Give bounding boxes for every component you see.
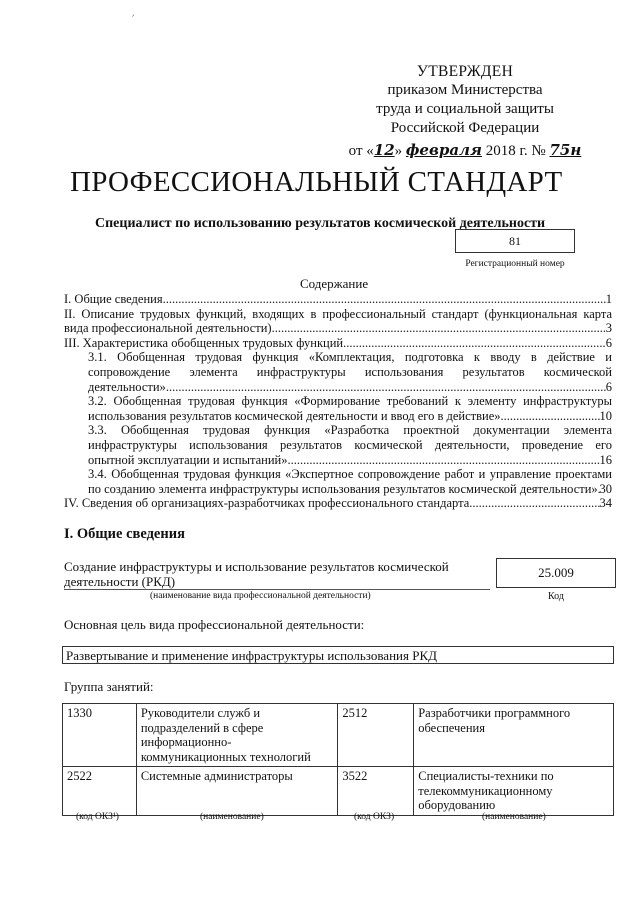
toc-leader-dots [287, 453, 599, 468]
order-line [330, 141, 600, 161]
contents-heading: Содержание [300, 276, 369, 291]
toc-entry-line [88, 453, 612, 468]
okz-code: 2522 [63, 767, 137, 816]
toc-entry-line [64, 496, 612, 511]
approval-block [330, 62, 600, 161]
okz-code: 1330 [63, 704, 137, 767]
toc-entry-line [64, 292, 612, 307]
approval-line: Российской Федерации [390, 120, 540, 136]
table-caption: (код ОКЗ¹) [76, 812, 119, 822]
toc-leader-dots [469, 496, 599, 511]
toc-item [64, 292, 612, 307]
occupation-name: Руководители служб и подразделений в сфере информационно-коммуникационных технологий [136, 704, 338, 767]
toc-item [64, 350, 612, 394]
toc-leader-dots [343, 336, 606, 351]
toc-item-title: деятельности» [88, 379, 166, 394]
order-mid: » [394, 143, 403, 159]
toc-item-title: использования результатов космической деятельности и ввод его в действие» [88, 408, 501, 423]
toc-page-number: 6 [605, 335, 612, 350]
registration-label: Регистрационный номер [465, 259, 565, 269]
toc-item [64, 307, 612, 336]
standard-subtitle: Специалист по использованию результатов космической деятельности [95, 216, 546, 231]
toc-page-number: 6 [605, 379, 612, 394]
toc-entry-line [64, 336, 612, 351]
order-day: 12 [373, 141, 395, 159]
toc-item-title: III. Характеристика обобщенных трудовых функций [64, 335, 344, 350]
table-of-contents [64, 292, 612, 511]
occupation-group-label: Группа занятий: [64, 679, 154, 694]
occupation-name: Разработчики программного обеспечения [414, 704, 614, 767]
okz-code: 3522 [338, 767, 414, 816]
toc-item-text: 3.2. Обобщенная трудовая функция «Формирование требований к элементу инфраструктуры [88, 394, 612, 409]
toc-item-text: 3.1. Обобщенная трудовая функция «Комплектация, подготовка к вводу в действие и сопровождение элемента инфраструктуры использования результатов космической [88, 350, 612, 379]
toc-item-text: II. Описание трудовых функций, входящих в профессиональный стандарт (функциональная карта [64, 306, 612, 321]
approval-line: труда и социальной защиты [376, 101, 554, 117]
toc-entry-line [88, 482, 612, 497]
activity-caption: (наименование вида профессиональной деятельности) [150, 591, 371, 601]
toc-item [64, 394, 612, 423]
toc-page-number: 1 [605, 292, 612, 306]
order-number: 75н [549, 141, 582, 159]
toc-item-text: 3.4. Обобщенная трудовая функция «Экспертное сопровождение работ и управление проектами [88, 467, 612, 482]
table-row [63, 704, 614, 767]
toc-page-number: 34 [599, 496, 612, 511]
toc-item-text: 3.3. Обобщенная трудовая функция «Разработка проектной документации элемента инфраструктуры использования результатов космической деятельности, проведение его [88, 423, 612, 452]
page-title: ПРОФЕССИОНАЛЬНЫЙ СТАНДАРТ [70, 166, 563, 198]
scan-mark: ׳ [132, 12, 135, 23]
toc-leader-dots [501, 409, 600, 424]
toc-item-title: по созданию элемента инфраструктуры использования результатов космической деятельности» [88, 481, 598, 496]
table-caption: (код ОКЗ) [354, 812, 395, 822]
toc-page-number: 10 [599, 408, 612, 423]
order-prefix: от « [348, 143, 374, 159]
section-heading: I. Общие сведения [64, 526, 185, 542]
registration-number-box: 81 [455, 229, 575, 253]
toc-item-title: опытной эксплуатации и испытаний» [88, 452, 288, 467]
occupation-name: Специалисты-техники по телекоммуникационному оборудованию [414, 767, 614, 816]
toc-item-title: IV. Сведения об организациях-разработчиках профессионального стандарта [64, 496, 470, 511]
toc-item [64, 423, 612, 467]
toc-page-number: 16 [599, 452, 612, 467]
approval-line: приказом Министерства [387, 82, 543, 98]
toc-leader-dots [166, 380, 606, 395]
order-month: февраля [405, 141, 482, 159]
toc-leader-dots [272, 321, 606, 336]
table-caption: (наименование) [200, 812, 264, 822]
table-caption: (наименование) [482, 812, 546, 822]
activity-underline [64, 589, 490, 590]
okz-code: 2512 [338, 704, 414, 767]
activity-code-label: Код [548, 591, 564, 602]
toc-item [64, 336, 612, 351]
activity-code-box: 25.009 [496, 558, 616, 588]
toc-item [64, 496, 612, 511]
toc-entry-line [64, 321, 612, 336]
toc-leader-dots [163, 292, 606, 307]
toc-item [64, 467, 612, 496]
toc-page-number: 3 [605, 321, 612, 336]
goal-box: Развертывание и применение инфраструктуры использования РКД [62, 646, 614, 664]
toc-page-number: 30 [599, 481, 612, 496]
toc-entry-line [88, 380, 612, 395]
occupation-name: Системные администраторы [136, 767, 338, 816]
toc-entry-line [88, 409, 612, 424]
order-year: 2018 г. № [481, 143, 550, 159]
activity-name: Создание инфраструктуры и использование результатов космической деятельности (РКД) [64, 559, 449, 589]
approval-heading: УТВЕРЖДЕН [416, 63, 514, 80]
occupation-table [62, 703, 614, 816]
toc-item-title: вида профессиональной деятельности) [64, 321, 272, 336]
goal-label: Основная цель вида профессиональной деятельности: [64, 617, 365, 632]
toc-item-title: I. Общие сведения [64, 292, 163, 306]
table-row [63, 767, 614, 816]
